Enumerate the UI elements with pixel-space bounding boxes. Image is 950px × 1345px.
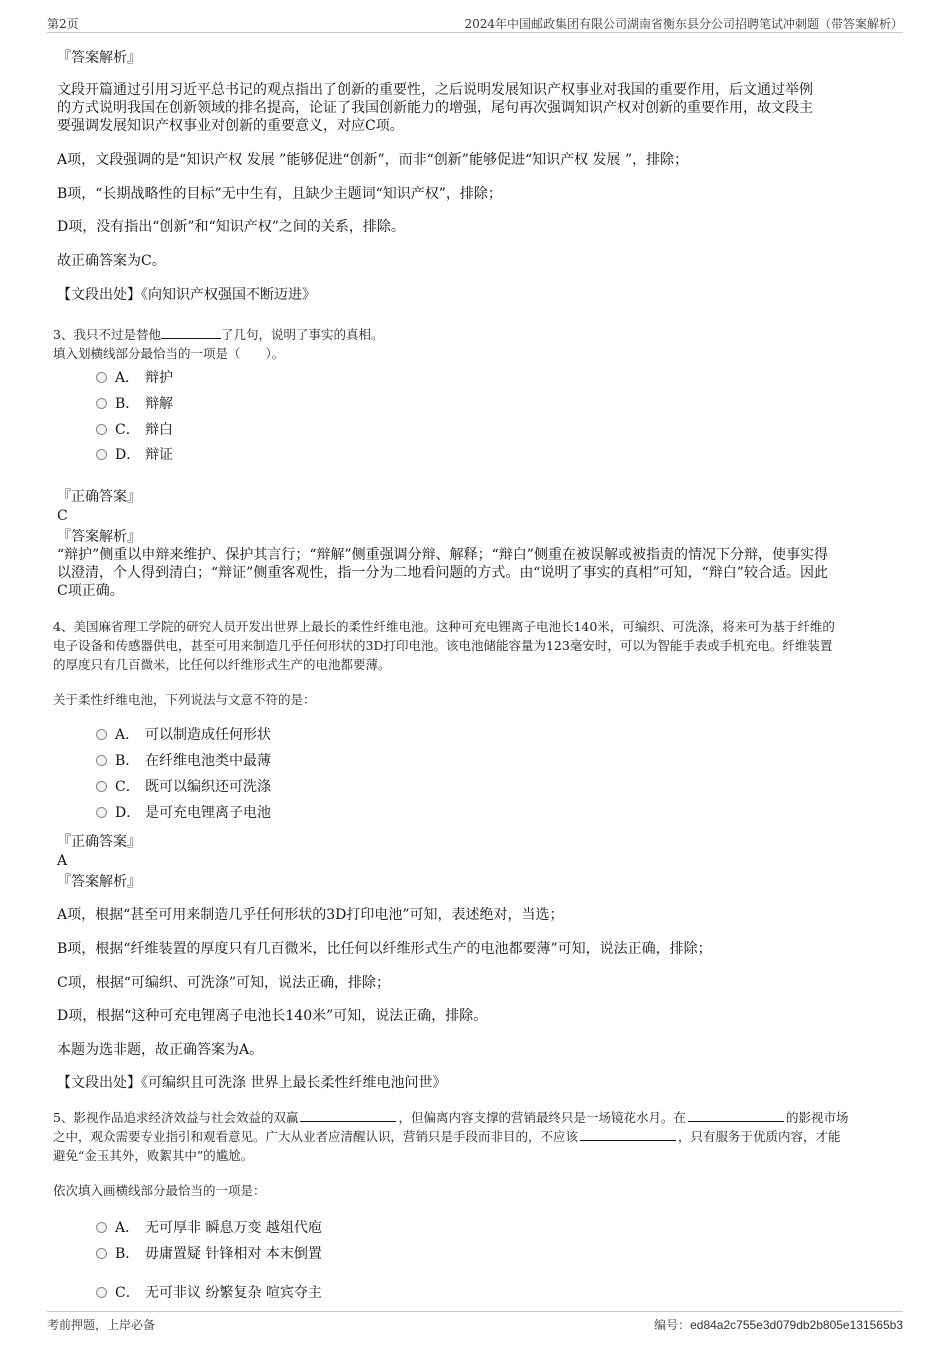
q4-answer-heading: 『正确答案』 [57, 834, 141, 850]
q2-source: 【文段出处】《向知识产权强国不断迈进》 [57, 287, 316, 303]
page-number: 第2页 [47, 17, 79, 31]
q5-question: 依次填入画横线部分最恰当的一项是： [53, 1183, 266, 1198]
q2-option-a-analysis: A项，文段强调的是“知识产权 发展 ”能够促进“创新”，而非“创新”能够促进“知识产权 发展 ”，排除； [57, 152, 689, 168]
radio-icon[interactable] [96, 755, 107, 766]
q4-stem-line: 4、美国麻省理工学院的研究人员开发出世界上最长的柔性纤维电池。这种可充电锂离子电池长140米，可编织、可洗涤，将来可为基于纤维的 [53, 619, 835, 634]
q4-answer: A [57, 853, 68, 869]
q4-option-c-analysis: C项，根据“可编织、可洗涤”可知，说法正确，排除； [57, 975, 391, 991]
document-title: 2024年中国邮政集团有限公司湖南省衡东县分公司招聘笔试冲刺题（带答案解析） [464, 17, 903, 31]
q3-analysis-line: “辩护”侧重以申辩来维护、保护其言行；“辩解”侧重强调分辩、解释；“辩白”侧重在被误解或被指责的情况下分辩，使事实得 [57, 547, 828, 563]
q3-option-b[interactable]: B． 辩解 [96, 395, 173, 413]
page-header [47, 12, 903, 33]
q3-option-a[interactable]: A． 辩护 [96, 369, 173, 387]
footer-slogan: 考前押题，上岸必备 [47, 1318, 156, 1332]
q4-analysis-heading: 『答案解析』 [57, 874, 141, 890]
q3-analysis-line: C项正确。 [57, 583, 124, 599]
radio-icon[interactable] [96, 1248, 107, 1259]
q4-stem-line: 的厚度只有几百微米，比任何以纤维形式生产的电池都要薄。 [53, 657, 391, 672]
q3-answer: C [57, 508, 68, 524]
q3-option-c[interactable]: C． 辩白 [96, 421, 173, 439]
q3-analysis-line: 以澄清，个人得到清白；“辩证”侧重客观性，指一分为二地看问题的方式。由“说明了事实的真相”可知，“辩白”较合适。因此 [57, 565, 828, 581]
q5-stem-line-1: 5、影视作品追求经济效益与社会效益的双赢 ，但偏离内容支撑的营销最终只是一场镜花水月。在 的影视市场 [53, 1110, 849, 1125]
q4-question: 关于柔性纤维电池，下列说法与文意不符的是： [53, 692, 316, 707]
q3-option-d[interactable]: D． 辩证 [96, 446, 173, 464]
radio-icon[interactable] [96, 1222, 107, 1233]
q4-option-a[interactable]: A． 可以制造成任何形状 [96, 726, 271, 744]
q3-analysis-heading: 『答案解析』 [57, 529, 141, 545]
radio-icon[interactable] [96, 424, 107, 435]
q4-option-b[interactable]: B． 在纤维电池类中最薄 [96, 752, 271, 770]
q4-stem-line: 电子设备和传感器供电，甚至可用来制造几乎任何形状的3D打印电池。该电池储能容量为123毫安时，可以为智能手表或手机充电。纤维装置 [53, 638, 833, 653]
q5-option-a[interactable]: A． 无可厚非 瞬息万变 越俎代庖 [96, 1219, 322, 1237]
q2-analysis-heading: 『答案解析』 [57, 50, 141, 66]
q5-blank-1 [300, 1108, 396, 1122]
q2-conclusion: 故正确答案为C。 [57, 253, 166, 269]
page-footer [47, 1311, 903, 1334]
q3-blank [161, 325, 221, 339]
q3-stem-suffix: 了几句，说明了事实的真相。 [220, 327, 384, 342]
q2-analysis-line: 文段开篇通过引用习近平总书记的观点指出了创新的重要性，之后说明发展知识产权事业对我国的重要作用，后文通过举例 [57, 82, 813, 98]
q5-stem-line-2: 之中，观众需要专业指引和观看意见。广大从业者应清醒认识，营销只是手段而非目的，不应该 ，只有服务于优质内容，才能 [53, 1129, 841, 1144]
radio-icon[interactable] [96, 449, 107, 460]
q5-option-b[interactable]: B． 毋庸置疑 针锋相对 本末倒置 [96, 1245, 322, 1263]
q5-blank-3 [580, 1127, 676, 1141]
q4-option-b-analysis: B项，根据“纤维装置的厚度只有几百微米，比任何以纤维形式生产的电池都要薄”可知，说法正确，排除； [57, 941, 712, 957]
q3-answer-heading: 『正确答案』 [57, 489, 141, 505]
q5-blank-2 [688, 1108, 784, 1122]
q3-stem-prefix: 3、我只不过是替他 [53, 327, 161, 342]
q4-option-a-analysis: A项，根据“甚至可用来制造几乎任何形状的3D打印电池”可知，表述绝对，当选； [57, 907, 564, 923]
q2-analysis-line: 的方式说明我国在创新领域的排名提高，论证了我国创新能力的增强，尾句再次强调知识产权对创新的重要作用，故文段主 [57, 100, 813, 116]
q4-option-d[interactable]: D． 是可充电锂离子电池 [96, 804, 271, 822]
radio-icon[interactable] [96, 1287, 107, 1298]
radio-icon[interactable] [96, 398, 107, 409]
q4-conclusion: 本题为选非题，故正确答案为A。 [57, 1042, 264, 1058]
q4-option-d-analysis: D项，根据“这种可充电锂离子电池长140米”可知，说法正确，排除。 [57, 1008, 488, 1024]
q2-option-d-analysis: D项，没有指出“创新”和“知识产权”之间的关系，排除。 [57, 219, 405, 235]
q4-source: 【文段出处】《可编织且可洗涤 世界上最长柔性纤维电池问世》 [57, 1075, 447, 1091]
document-id: 编号：ed84a2c755e3d079db2b805e131565b3 [654, 1318, 903, 1332]
q3-instruction: 填入划横线部分最恰当的一项是（ ）。 [53, 346, 285, 361]
q4-option-c[interactable]: C． 既可以编织还可洗涤 [96, 778, 271, 796]
radio-icon[interactable] [96, 729, 107, 740]
q3-stem [53, 325, 383, 345]
q5-option-c[interactable]: C． 无可非议 纷繁复杂 喧宾夺主 [96, 1284, 322, 1302]
q2-analysis-line: 要强调发展知识产权事业对创新的重要意义，对应C项。 [57, 118, 404, 134]
radio-icon[interactable] [96, 372, 107, 383]
radio-icon[interactable] [96, 781, 107, 792]
radio-icon[interactable] [96, 807, 107, 818]
q2-option-b-analysis: B项，“长期战略性的目标”无中生有，且缺少主题词“知识产权”，排除； [57, 186, 502, 202]
q5-stem-line-3: 避免“金玉其外，败絮其中”的尴尬。 [53, 1148, 254, 1163]
